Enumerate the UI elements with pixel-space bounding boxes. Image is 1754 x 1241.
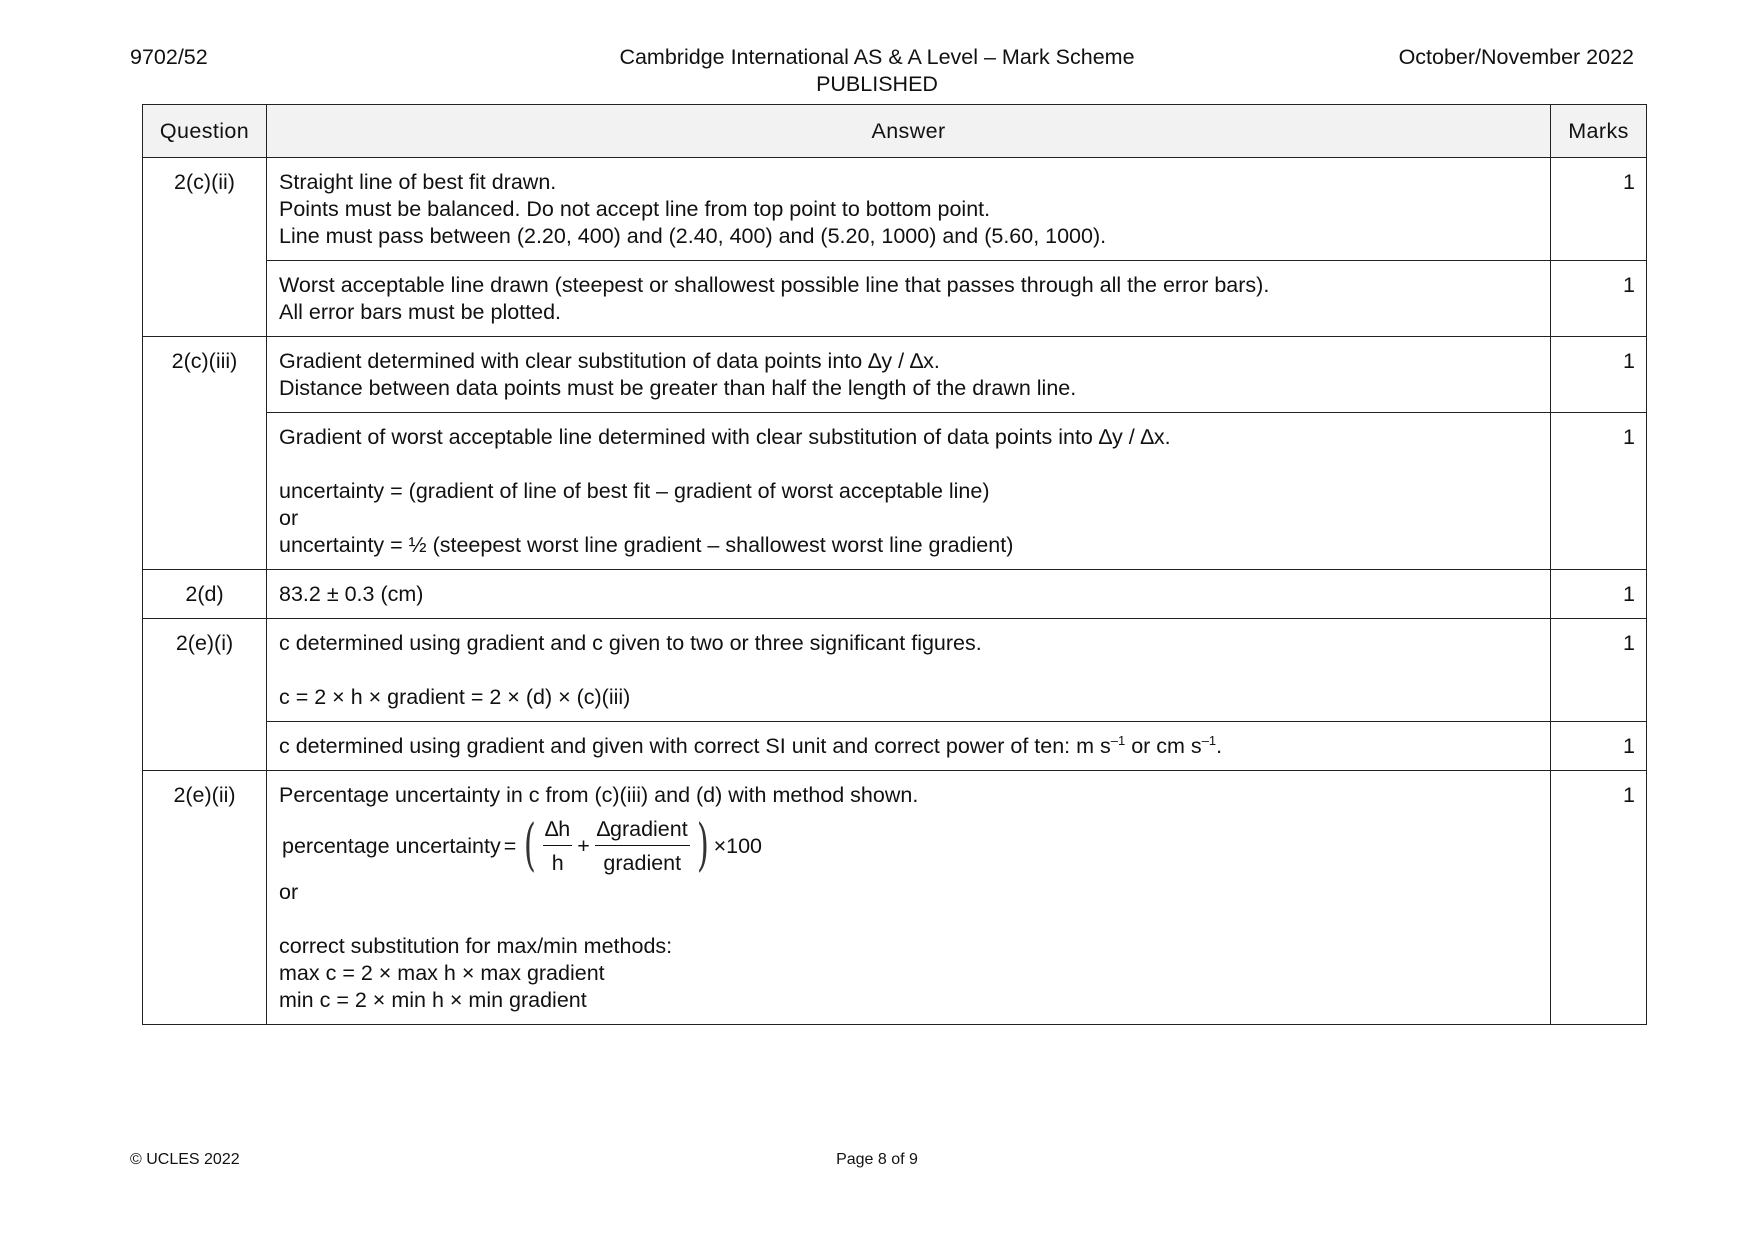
table-row — [143, 619, 1647, 722]
marks-column-header: Marks — [1551, 105, 1647, 158]
page-number: Page 8 of 9 — [836, 1151, 918, 1168]
question-number: 2(e)(i) — [143, 619, 267, 771]
table-row — [143, 158, 1647, 261]
fraction-denominator: gradient — [603, 851, 682, 875]
blank-line — [279, 451, 1538, 478]
answer-line: or — [279, 880, 299, 904]
answer-line: c = 2 × h × gradient = 2 × (d) × (c)(iii) — [279, 685, 631, 709]
answer-line: Distance between data points must be greater than half the length of the drawn line. — [279, 376, 1077, 400]
fraction-numerator: ∆gradient — [595, 815, 690, 846]
answer-line: uncertainty = (gradient of line of best fit – gradient of worst acceptable line) — [279, 479, 990, 503]
answer-line: Gradient determined with clear substitution of data points into ∆y / ∆x. — [279, 349, 940, 373]
answer-cell — [267, 722, 1551, 771]
marks-cell: 1 — [1551, 771, 1647, 1025]
unit-exponent: –1 — [1201, 733, 1217, 748]
answer-line: 83.2 ± 0.3 (cm) — [279, 582, 424, 606]
fraction-delta-h — [543, 815, 572, 877]
plus-sign: + — [577, 833, 590, 858]
blank-line — [279, 906, 1538, 933]
answer-line: max c = 2 × max h × max gradient — [279, 961, 605, 985]
answer-line: Gradient of worst acceptable line determined with clear substitution of data points into ∆y / ∆x. — [279, 425, 1171, 449]
answer-cell — [267, 771, 1551, 1025]
question-number: 2(d) — [143, 570, 267, 619]
fraction-denominator: h — [551, 851, 564, 875]
formula-label: percentage uncertainty — [282, 833, 501, 858]
copyright-notice: © UCLES 2022 — [130, 1151, 240, 1168]
table-row — [143, 570, 1647, 619]
table-row — [143, 771, 1647, 1025]
question-number: 2(c)(ii) — [143, 158, 267, 337]
marks-cell: 1 — [1551, 570, 1647, 619]
answer-cell — [267, 158, 1551, 261]
answer-line: correct substitution for max/min methods: — [279, 934, 673, 958]
answer-line: min c = 2 × min h × min gradient — [279, 988, 587, 1012]
marks-cell: 1 — [1551, 619, 1647, 722]
right-parenthesis: ) — [696, 813, 709, 878]
answer-cell — [267, 413, 1551, 570]
question-number: 2(e)(ii) — [143, 771, 267, 1025]
marks-cell: 1 — [1551, 261, 1647, 337]
marks-cell: 1 — [1551, 722, 1647, 771]
equals-sign: = — [503, 833, 517, 858]
fraction-delta-gradient — [595, 815, 690, 877]
answer-line: c determined using gradient and c given to two or three significant figures. — [279, 631, 982, 655]
table-header-row — [143, 105, 1647, 158]
fraction-numerator: ∆h — [543, 815, 572, 846]
answer-line: or — [279, 506, 299, 530]
marks-cell: 1 — [1551, 158, 1647, 261]
unit-exponent: –1 — [1110, 733, 1126, 748]
question-number: 2(c)(iii) — [143, 337, 267, 570]
question-column-header: Question — [143, 105, 267, 158]
answer-cell — [267, 337, 1551, 413]
table-row — [143, 337, 1647, 413]
answer-line: Line must pass between (2.20, 400) and (2.40, 400) and (5.20, 1000) and (5.60, 1000). — [279, 224, 1107, 248]
table-row — [143, 413, 1647, 570]
exam-session: October/November 2022 — [1398, 45, 1634, 69]
mark-scheme-table — [142, 104, 1647, 1025]
answer-line: Percentage uncertainty in c from (c)(iii) and (d) with method shown. — [279, 783, 919, 807]
unit-text: c determined using gradient and given with correct SI unit and correct power of ten: m s — [279, 734, 1111, 758]
answer-line: Worst acceptable line drawn (steepest or shallowest possible line that passes through all the error bars). — [279, 273, 1270, 297]
answer-line: Straight line of best fit drawn. — [279, 170, 557, 194]
answer-cell — [267, 261, 1551, 337]
blank-line — [279, 657, 1538, 684]
unit-text-end: . — [1216, 734, 1223, 758]
paper-code: 9702/52 — [130, 45, 208, 69]
answer-line: All error bars must be plotted. — [279, 300, 562, 324]
table-row — [143, 722, 1647, 771]
times-hundred: ×100 — [713, 833, 762, 858]
answer-cell — [267, 619, 1551, 722]
answer-line: Points must be balanced. Do not accept line from top point to bottom point. — [279, 197, 991, 221]
answer-line — [279, 733, 1538, 760]
percentage-uncertainty-formula — [282, 813, 1538, 879]
table-row — [143, 261, 1647, 337]
left-parenthesis: ( — [524, 813, 537, 878]
document-title: Cambridge International AS & A Level – Mark Scheme — [619, 45, 1135, 69]
answer-cell — [267, 570, 1551, 619]
published-label: PUBLISHED — [816, 72, 938, 96]
marks-cell: 1 — [1551, 413, 1647, 570]
marks-cell: 1 — [1551, 337, 1647, 413]
answer-line: uncertainty = ½ (steepest worst line gradient – shallowest worst line gradient) — [279, 533, 1014, 557]
unit-text-mid: or cm s — [1125, 734, 1202, 758]
answer-column-header: Answer — [267, 105, 1551, 158]
